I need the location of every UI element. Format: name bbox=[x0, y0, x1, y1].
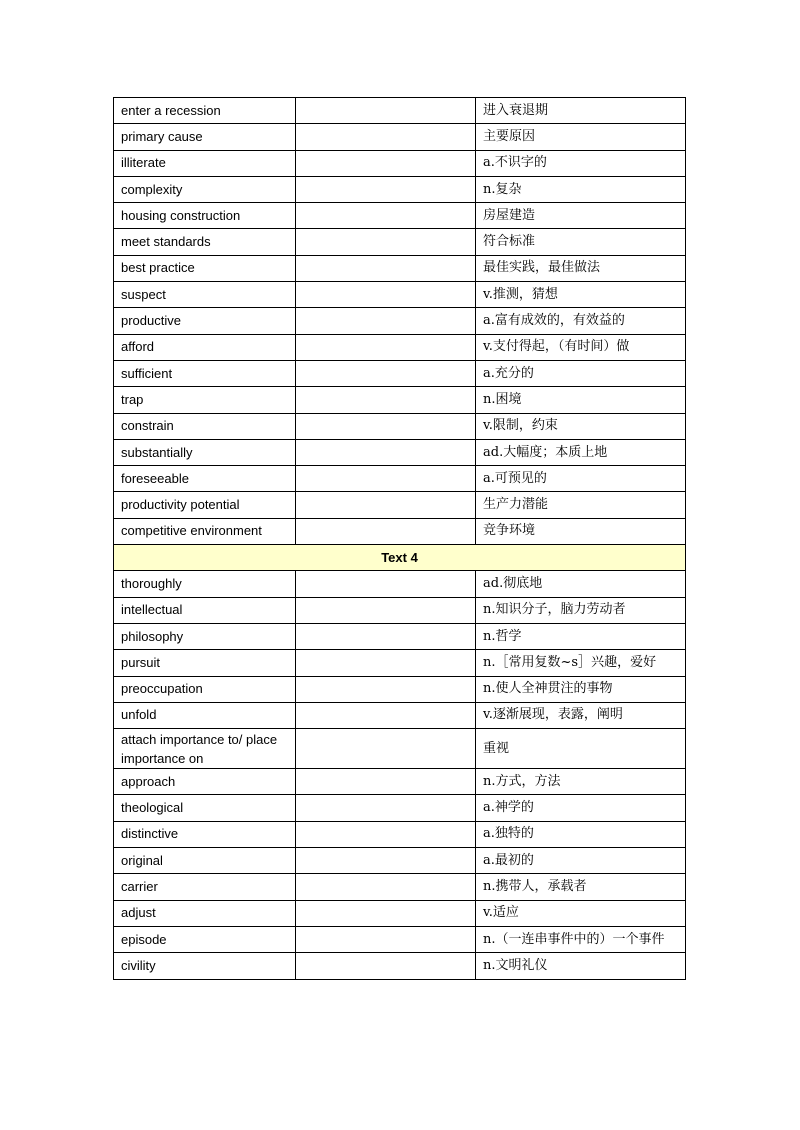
vocab-row bbox=[114, 874, 686, 900]
chinese-meaning: a.富有成效的，有效益的 bbox=[476, 308, 686, 334]
vocab-row bbox=[114, 729, 686, 769]
vocab-row bbox=[114, 900, 686, 926]
blank-cell bbox=[296, 255, 476, 281]
chinese-meaning: n.使人全神贯注的事物 bbox=[476, 676, 686, 702]
blank-cell bbox=[296, 518, 476, 544]
chinese-meaning: a.不识字的 bbox=[476, 150, 686, 176]
english-term: unfold bbox=[114, 702, 296, 728]
blank-cell bbox=[296, 334, 476, 360]
chinese-meaning: a.独特的 bbox=[476, 821, 686, 847]
vocab-row bbox=[114, 676, 686, 702]
chinese-meaning: 生产力潜能 bbox=[476, 492, 686, 518]
vocab-row bbox=[114, 623, 686, 649]
english-term: carrier bbox=[114, 874, 296, 900]
vocab-row bbox=[114, 953, 686, 979]
section-header-row bbox=[114, 545, 686, 571]
english-term: pursuit bbox=[114, 650, 296, 676]
vocab-row bbox=[114, 255, 686, 281]
vocab-row bbox=[114, 124, 686, 150]
vocab-row bbox=[114, 492, 686, 518]
blank-cell bbox=[296, 597, 476, 623]
chinese-meaning: v.适应 bbox=[476, 900, 686, 926]
chinese-meaning: 主要原因 bbox=[476, 124, 686, 150]
chinese-meaning: n.复杂 bbox=[476, 176, 686, 202]
blank-cell bbox=[296, 821, 476, 847]
blank-cell bbox=[296, 702, 476, 728]
vocab-row bbox=[114, 360, 686, 386]
vocab-row bbox=[114, 769, 686, 795]
vocab-group-before bbox=[114, 98, 686, 545]
english-term: housing construction bbox=[114, 203, 296, 229]
chinese-meaning: v.支付得起，（有时间）做 bbox=[476, 334, 686, 360]
blank-cell bbox=[296, 650, 476, 676]
english-term: enter a recession bbox=[114, 98, 296, 124]
blank-cell bbox=[296, 729, 476, 769]
blank-cell bbox=[296, 308, 476, 334]
english-term: philosophy bbox=[114, 623, 296, 649]
english-term: attach importance to/ place importance on bbox=[114, 729, 296, 769]
chinese-meaning: 房屋建造 bbox=[476, 203, 686, 229]
english-term: theological bbox=[114, 795, 296, 821]
chinese-meaning: v.逐渐展现，表露，阐明 bbox=[476, 702, 686, 728]
section-title: Text 4 bbox=[114, 545, 686, 571]
chinese-meaning: 重视 bbox=[476, 729, 686, 769]
blank-cell bbox=[296, 676, 476, 702]
vocab-row bbox=[114, 821, 686, 847]
vocab-row bbox=[114, 702, 686, 728]
vocab-row bbox=[114, 282, 686, 308]
blank-cell bbox=[296, 623, 476, 649]
blank-cell bbox=[296, 229, 476, 255]
chinese-meaning: a.充分的 bbox=[476, 360, 686, 386]
english-term: competitive environment bbox=[114, 518, 296, 544]
chinese-meaning: n.［常用复数~s］兴趣，爱好 bbox=[476, 650, 686, 676]
blank-cell bbox=[296, 176, 476, 202]
blank-cell bbox=[296, 492, 476, 518]
chinese-meaning: a.可预见的 bbox=[476, 466, 686, 492]
blank-cell bbox=[296, 926, 476, 952]
blank-cell bbox=[296, 98, 476, 124]
chinese-meaning: n.方式，方法 bbox=[476, 769, 686, 795]
chinese-meaning: n.知识分子，脑力劳动者 bbox=[476, 597, 686, 623]
vocab-row bbox=[114, 308, 686, 334]
vocab-row bbox=[114, 203, 686, 229]
blank-cell bbox=[296, 900, 476, 926]
blank-cell bbox=[296, 953, 476, 979]
vocab-row bbox=[114, 176, 686, 202]
chinese-meaning: a.神学的 bbox=[476, 795, 686, 821]
blank-cell bbox=[296, 874, 476, 900]
blank-cell bbox=[296, 439, 476, 465]
english-term: constrain bbox=[114, 413, 296, 439]
english-term: substantially bbox=[114, 439, 296, 465]
english-term: approach bbox=[114, 769, 296, 795]
vocab-row bbox=[114, 334, 686, 360]
english-term: episode bbox=[114, 926, 296, 952]
vocab-row bbox=[114, 150, 686, 176]
vocab-row bbox=[114, 650, 686, 676]
vocab-row bbox=[114, 848, 686, 874]
vocab-row bbox=[114, 98, 686, 124]
blank-cell bbox=[296, 769, 476, 795]
vocab-row bbox=[114, 229, 686, 255]
chinese-meaning: 竞争环境 bbox=[476, 518, 686, 544]
vocab-row bbox=[114, 518, 686, 544]
chinese-meaning: 进入衰退期 bbox=[476, 98, 686, 124]
english-term: trap bbox=[114, 387, 296, 413]
english-term: illiterate bbox=[114, 150, 296, 176]
english-term: productivity potential bbox=[114, 492, 296, 518]
english-term: productive bbox=[114, 308, 296, 334]
vocab-group-after bbox=[114, 571, 686, 979]
vocab-row bbox=[114, 926, 686, 952]
english-term: civility bbox=[114, 953, 296, 979]
blank-cell bbox=[296, 413, 476, 439]
english-term: adjust bbox=[114, 900, 296, 926]
chinese-meaning: n.哲学 bbox=[476, 623, 686, 649]
english-term: complexity bbox=[114, 176, 296, 202]
blank-cell bbox=[296, 795, 476, 821]
chinese-meaning: 最佳实践，最佳做法 bbox=[476, 255, 686, 281]
vocab-row bbox=[114, 571, 686, 597]
blank-cell bbox=[296, 848, 476, 874]
chinese-meaning: 符合标准 bbox=[476, 229, 686, 255]
english-term: suspect bbox=[114, 282, 296, 308]
english-term: best practice bbox=[114, 255, 296, 281]
english-term: primary cause bbox=[114, 124, 296, 150]
vocab-row bbox=[114, 387, 686, 413]
vocab-row bbox=[114, 466, 686, 492]
chinese-meaning: n.携带人，承载者 bbox=[476, 874, 686, 900]
vocabulary-table bbox=[113, 97, 686, 980]
chinese-meaning: ad.彻底地 bbox=[476, 571, 686, 597]
chinese-meaning: v.推测，猜想 bbox=[476, 282, 686, 308]
vocab-row bbox=[114, 413, 686, 439]
section-header-group bbox=[114, 545, 686, 571]
english-term: afford bbox=[114, 334, 296, 360]
blank-cell bbox=[296, 387, 476, 413]
chinese-meaning: n.文明礼仪 bbox=[476, 953, 686, 979]
blank-cell bbox=[296, 203, 476, 229]
english-term: distinctive bbox=[114, 821, 296, 847]
vocab-row bbox=[114, 597, 686, 623]
english-term: sufficient bbox=[114, 360, 296, 386]
vocab-row bbox=[114, 795, 686, 821]
chinese-meaning: a.最初的 bbox=[476, 848, 686, 874]
chinese-meaning: n.困境 bbox=[476, 387, 686, 413]
blank-cell bbox=[296, 150, 476, 176]
english-term: original bbox=[114, 848, 296, 874]
english-term: intellectual bbox=[114, 597, 296, 623]
blank-cell bbox=[296, 571, 476, 597]
blank-cell bbox=[296, 360, 476, 386]
vocab-row bbox=[114, 439, 686, 465]
blank-cell bbox=[296, 466, 476, 492]
chinese-meaning: v.限制，约束 bbox=[476, 413, 686, 439]
english-term: foreseeable bbox=[114, 466, 296, 492]
english-term: thoroughly bbox=[114, 571, 296, 597]
chinese-meaning: n.（一连串事件中的）一个事件 bbox=[476, 926, 686, 952]
english-term: meet standards bbox=[114, 229, 296, 255]
chinese-meaning: ad.大幅度；本质上地 bbox=[476, 439, 686, 465]
blank-cell bbox=[296, 124, 476, 150]
blank-cell bbox=[296, 282, 476, 308]
english-term: preoccupation bbox=[114, 676, 296, 702]
